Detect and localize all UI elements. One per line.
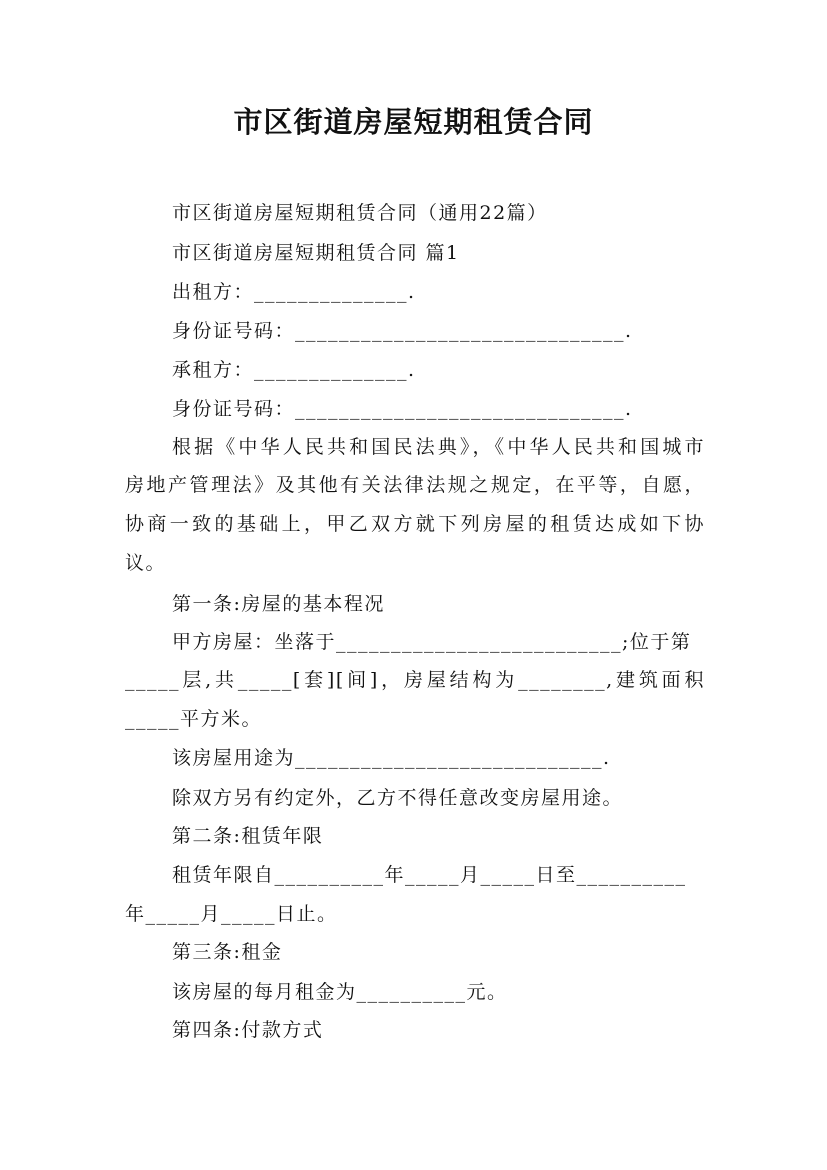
article-heading: 第一条:房屋的基本程况 [172,593,385,615]
paragraph-line: 甲方房屋：坐落于__________________________;位于第 [172,631,692,653]
paragraph-line: 年_____月_____日止。 [125,903,338,925]
paragraph-line: _____层,共_____[套][间]，房屋结构为________,建筑面积 [125,669,705,691]
paragraph-line: 房地产管理法》及其他有关法律法规之规定，在平等，自愿， [125,474,705,496]
lessor-field: 出租方：______________. [172,281,416,303]
paragraph-line: _____平方米。 [125,708,263,730]
paragraph-line: 租赁年限自__________年_____月_____日至__________ [172,864,687,886]
lessee-id-field: 身份证号码：______________________________. [172,398,633,420]
lessee-field: 承租方：______________. [172,359,416,381]
paragraph-line: 该房屋用途为____________________________. [172,747,611,769]
article-heading: 第四条:付款方式 [172,1019,324,1041]
paragraph-line: 根据《中华人民共和国民法典》，《中华人民共和国城市 [172,436,705,458]
section-heading: 市区街道房屋短期租赁合同 篇1 [172,242,460,264]
lessor-id-field: 身份证号码：______________________________. [172,320,633,342]
paragraph-line: 除双方另有约定外，乙方不得任意改变房屋用途。 [172,787,624,809]
document-title: 市区街道房屋短期租赁合同 [233,105,594,139]
paragraph-line: 议。 [125,552,167,574]
paragraph-line: 协商一致的基础上，甲乙双方就下列房屋的租赁达成如下协 [125,513,705,535]
article-heading: 第二条:租赁年限 [172,825,324,847]
subtitle-line: 市区街道房屋短期租赁合同（通用22篇） [172,202,548,224]
article-heading: 第三条:租金 [172,941,283,963]
paragraph-line: 该房屋的每月租金为__________元。 [172,981,508,1003]
